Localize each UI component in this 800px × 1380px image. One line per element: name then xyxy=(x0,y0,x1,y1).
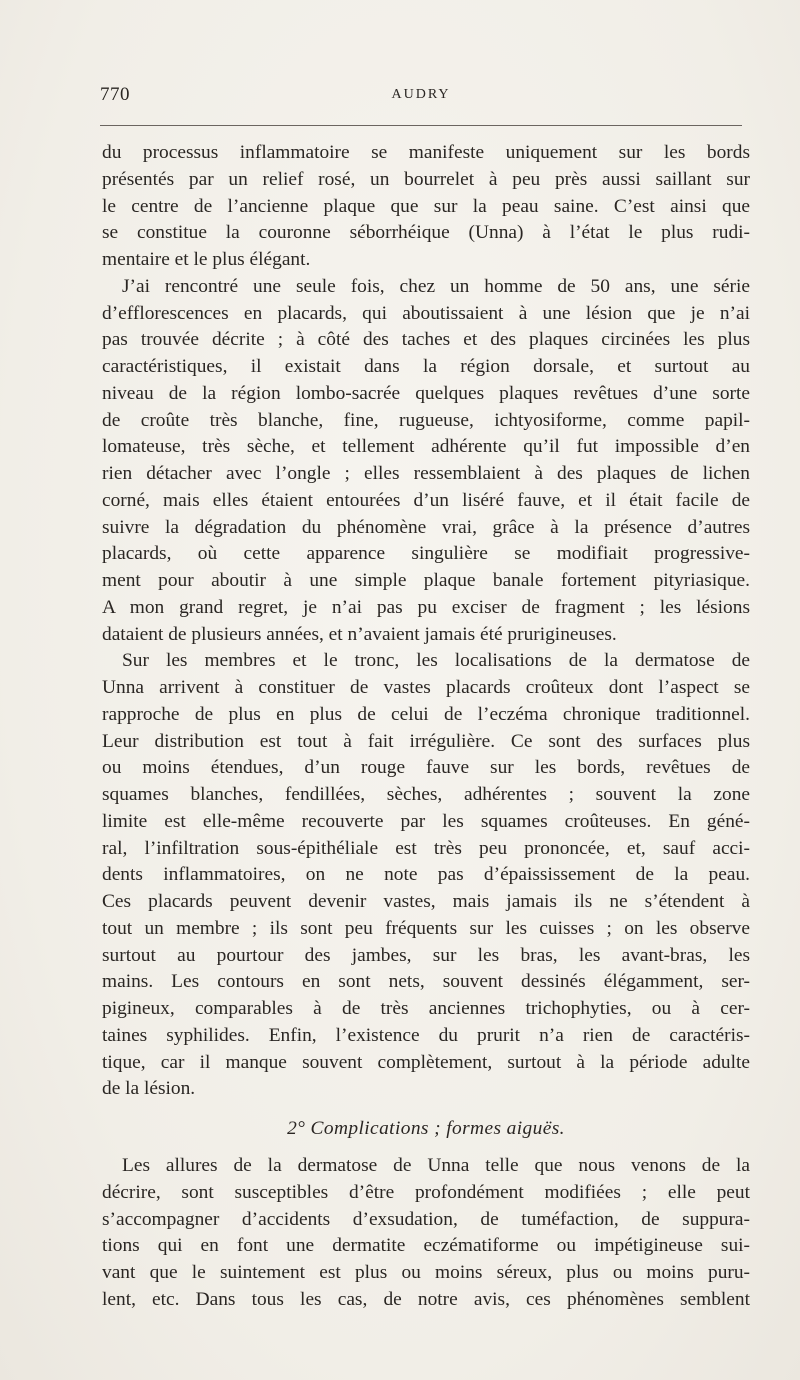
text-line: dataient de plusieurs années, et n’avaient jamais été prurigineuses. xyxy=(102,623,617,645)
text-line: lomateuse, très sèche, et tellement adhérente qu’il fut impossible d’en xyxy=(102,436,750,458)
text-line: vant que le suintement est plus ou moins séreux, plus ou moins puru- xyxy=(102,1262,750,1283)
text-line: corné, mais elles étaient entourées d’un liséré fauve, et il était facile de xyxy=(102,489,750,511)
text-line: surtout au pourtour des jambes, sur les bras, les avant-bras, les xyxy=(102,944,750,966)
paragraph xyxy=(102,648,750,1103)
text-line: s’accompagner d’accidents d’exsudation, de tuméfaction, de suppura- xyxy=(102,1208,750,1230)
text-line: suivre la dégradation du phénomène vrai, grâce à la présence d’autres xyxy=(102,516,750,538)
text-line: tique, car il manque souvent complètement, surtout à la période adulte xyxy=(102,1051,750,1073)
text-line: le centre de l’ancienne plaque que sur la peau saine. C’est ainsi que xyxy=(102,195,750,217)
text-line: rien détacher avec l’ongle ; elles ressemblaient à des plaques de lichen xyxy=(102,463,750,484)
text-line: pigineux, comparables à de très anciennes trichophyties, ou à cer- xyxy=(102,998,750,1019)
text-line: tout un membre ; ils sont peu fréquents sur les cuisses ; on les observe xyxy=(102,917,750,939)
text-line: Sur les membres et le tronc, les localisations de la dermatose de xyxy=(122,650,750,672)
text-line: mains. Les contours en sont nets, souvent dessinés élégamment, ser- xyxy=(102,971,750,993)
text-line: A mon grand regret, je n’ai pas pu exciser de fragment ; les lésions xyxy=(102,596,750,618)
text-line: décrire, sont susceptibles d’être profondément modifiées ; elle peut xyxy=(102,1181,750,1203)
text-line: niveau de la région lombo-sacrée quelques plaques revêtues d’une sorte xyxy=(102,382,750,404)
text-line: ment pour aboutir à une simple plaque banale fortement pityriasique. xyxy=(102,570,750,591)
section-heading: 2° Complications ; formes aiguës. xyxy=(287,1118,565,1139)
text-line: Ces placards peuvent devenir vastes, mais jamais ils ne s’étendent à xyxy=(102,891,750,912)
text-line: mentaire et le plus élégant. xyxy=(102,249,311,270)
text-line: J’ai rencontré une seule fois, chez un homme de 50 ans, une série xyxy=(122,275,750,297)
page-number: 770 xyxy=(100,84,130,105)
paragraph xyxy=(102,274,750,649)
text-line: se constitue la couronne séborrhéique (Unna) à l’état le plus rudi- xyxy=(102,222,750,244)
text-line: placards, où cette apparence singulière se modifiait progressive- xyxy=(102,543,750,565)
text-line: lent, etc. Dans tous les cas, de notre avis, ces phénomènes semblent xyxy=(102,1288,750,1310)
header-rule xyxy=(100,125,742,126)
text-line: ral, l’infiltration sous-épithéliale est très peu prononcée, et, sauf acci- xyxy=(102,837,750,859)
text-line: rapproche de plus en plus de celui de l’eczéma chronique traditionnel. xyxy=(102,703,750,725)
text-line: ou moins étendues, d’un rouge fauve sur les bords, revêtues de xyxy=(102,757,750,779)
page-header xyxy=(100,84,742,112)
text-line: caractéristiques, il existait dans la région dorsale, et surtout au xyxy=(102,356,750,377)
text-line: de croûte très blanche, fine, rugueuse, ichtyosiforme, comme papil- xyxy=(102,409,750,431)
text-line: taines syphilides. Enfin, l’existence du prurit n’a rien de caractéris- xyxy=(102,1024,750,1046)
text-line: Les allures de la dermatose de Unna telle que nous venons de la xyxy=(122,1155,750,1176)
paragraph xyxy=(102,140,750,274)
running-head: AUDRY xyxy=(391,87,451,102)
text-line: d’efflorescences en placards, qui aboutissaient à une lésion que je n’ai xyxy=(102,302,750,324)
text-line: pas trouvée décrite ; à côté des taches et des plaques circinées les plus xyxy=(102,329,750,351)
text-line: présentés par un relief rosé, un bourrelet à peu près aussi saillant sur xyxy=(102,168,750,190)
text-line: squames blanches, fendillées, sèches, adhérentes ; souvent la zone xyxy=(102,784,750,805)
text-line: limite est elle-même recouverte par les squames croûteuses. En géné- xyxy=(102,810,750,832)
text-line: Unna arrivent à constituer de vastes placards croûteux dont l’aspect se xyxy=(102,677,750,698)
paragraph xyxy=(102,1153,750,1314)
text-line: Leur distribution est tout à fait irrégulière. Ce sont des surfaces plus xyxy=(102,730,750,752)
body-text xyxy=(102,140,750,1314)
text-line: de la lésion. xyxy=(102,1078,196,1100)
text-line: tions qui en font une dermatite eczématiforme ou impétigineuse sui- xyxy=(102,1235,750,1257)
text-line: du processus inflammatoire se manifeste uniquement sur les bords xyxy=(102,142,750,163)
text-line: dents inflammatoires, on ne note pas d’épaississement de la peau. xyxy=(102,864,750,886)
